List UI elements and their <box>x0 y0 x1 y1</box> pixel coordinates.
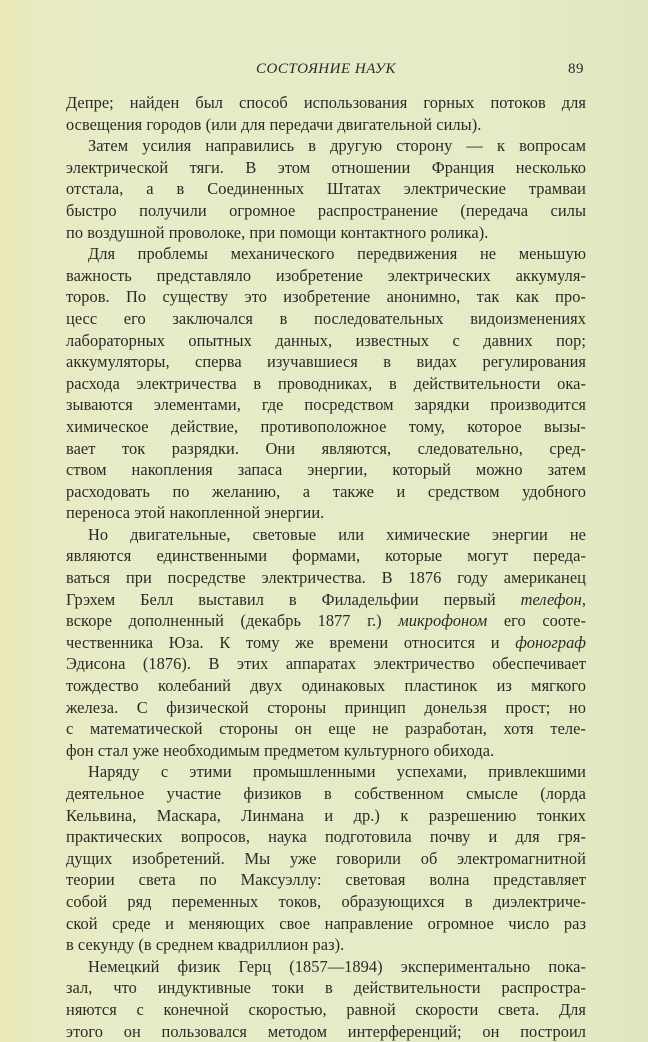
text-line: дущих изобретений. Мы уже говорили об электромагнитной <box>66 848 586 868</box>
text-line: быстро получили огромное распространение (передача силы <box>66 200 586 220</box>
text-line: цесс его заключался в последовательных видоизменениях <box>66 308 586 328</box>
text-line <box>66 610 586 632</box>
text-line: этого он пользовался методом интерференций; он построил <box>66 1021 586 1041</box>
text-line: Кельвина, Маскара, Линмана и др.) к разрешению тонких <box>66 805 586 825</box>
text-line: электрической тяги. В этом отношении Франция несколько <box>66 157 586 177</box>
text-segment: Грэхем Белл выставил в Филадельфии первый <box>66 589 521 609</box>
text-line: Депре; найден был способ использования горных потоков для <box>66 93 586 112</box>
text-line: по воздушной проволоке, при помощи контактного ролика). <box>66 222 489 242</box>
book-page <box>66 58 586 1042</box>
italic-term: телефон <box>520 589 582 609</box>
text-line: с математической стороны он еще не разработан, хотя теле- <box>66 719 586 739</box>
text-line: торов. По существу это изобретение анонимно, так как про- <box>66 287 586 307</box>
text-line: зываются элементами, где посредством зарядки производится <box>66 395 586 415</box>
text-line: Для проблемы механического передвижения не меньшую <box>88 244 586 264</box>
text-line: Но двигательные, световые или химические энергии не <box>88 524 586 544</box>
text-segment: его сооте- <box>487 611 586 631</box>
text-segment: чественника Юза. К тому же времени относится и <box>66 632 516 652</box>
text-line: теории света по Максуэллу: световая волна представляет <box>66 870 586 890</box>
text-line: переноса этой накопленной энергии. <box>66 503 325 523</box>
text-line: расхода электричества в проводниках, в действительности ока- <box>66 373 586 393</box>
text-line: расходовать по желанию, а также и средством удобного <box>66 481 586 501</box>
text-line: освещения городов (или для передачи двигательной силы). <box>66 114 482 134</box>
running-header <box>66 58 586 82</box>
text-line: вает ток разрядки. Они являются, следовательно, сред- <box>66 438 586 458</box>
text-segment: вскоре дополненный (декабрь 1877 г.) <box>66 611 399 631</box>
italic-term: микрофоном <box>398 611 488 631</box>
text-line: Эдисона (1876). В этих аппаратах электричество обеспечивает <box>66 654 586 674</box>
text-line: ваться при посредстве электричества. В 1876 году американец <box>66 568 586 588</box>
text-line: зал, что индуктивные токи в действительности распростра- <box>66 978 586 998</box>
text-line: железа. С физической стороны принцип донельзя прост; но <box>66 697 586 717</box>
text-line: собой ряд переменных токов, образующихся в диэлектриче- <box>66 891 586 911</box>
text-line: Наряду с этими промышленными успехами, привлекшими <box>88 762 586 782</box>
text-line: ством накопления запаса энергии, который можно затем <box>66 460 586 480</box>
text-line: Затем усилия направились в другую сторону — к вопросам <box>88 136 586 156</box>
text-line: в секунду (в среднем квадриллион раз). <box>66 935 345 955</box>
text-line: деятельное участие физиков в собственном смысле (лорда <box>66 784 586 803</box>
text-line: фон стал уже необходимым предметом культурного обихода. <box>66 740 495 760</box>
text-line: химическое действие, противоположное тому, которое вызы- <box>66 416 586 436</box>
italic-term: фонограф <box>515 632 586 652</box>
running-title: СОСТОЯНИЕ НАУК <box>256 61 396 77</box>
text-segment: , <box>581 589 586 609</box>
text-line: Немецкий физик Герц (1857—1894) экспериментально пока- <box>88 956 586 976</box>
text-line <box>66 632 586 654</box>
text-line: важность представляло изобретение электрических аккумуля- <box>66 265 586 285</box>
text-line <box>66 589 586 611</box>
text-line: тождество колебаний двух одинаковых пластинок из мягкого <box>66 676 586 696</box>
text-line: няются с конечной скоростью, равной скорости света. Для <box>66 999 586 1019</box>
text-line: отстала, а в Соединенных Штатах электрические трамваи <box>66 179 586 199</box>
text-line: ской среде и меняющих свое направление огромное число раз <box>66 913 586 933</box>
text-line: лабораторных опытных данных, известных с давних пор; <box>66 330 586 350</box>
text-line: являются единственными формами, которые могут переда- <box>66 546 586 566</box>
body-text <box>66 92 586 1042</box>
text-line: аккумуляторы, сперва изучавшиеся в видах регулирования <box>66 352 586 372</box>
page-number: 89 <box>568 61 584 77</box>
text-line: практических вопросов, наука подготовила почву и для гря- <box>66 827 586 847</box>
